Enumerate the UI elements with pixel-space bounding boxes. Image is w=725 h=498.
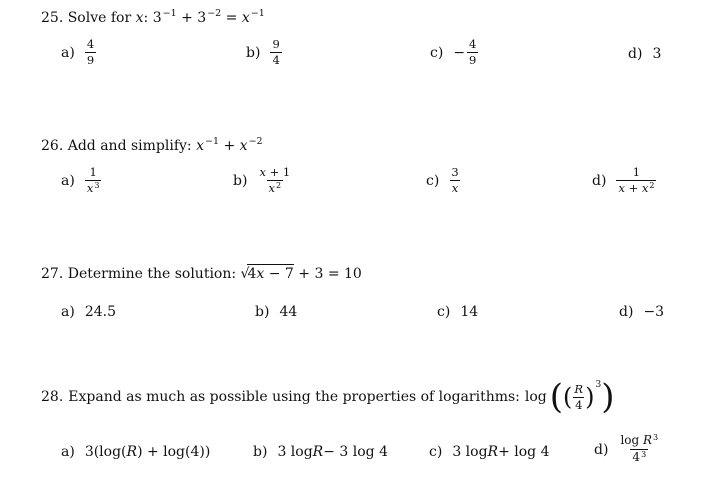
option-label: d): [594, 441, 609, 458]
variable: x: [618, 181, 625, 195]
question-number: 28.: [41, 389, 64, 405]
q27-option-b[interactable]: [255, 304, 297, 320]
variable: R: [126, 444, 138, 460]
denominator: 4: [575, 397, 583, 412]
variable: x: [256, 266, 265, 282]
variable: R: [487, 444, 499, 460]
exponent: 2: [276, 181, 282, 190]
q28-option-a[interactable]: [61, 444, 210, 460]
option-value: 14: [460, 304, 479, 320]
fraction: [270, 38, 281, 67]
exponent: −1: [162, 8, 177, 19]
question-25-stem: [41, 10, 265, 26]
option-label: c): [429, 444, 443, 460]
fraction: [85, 166, 102, 196]
exponent: −2: [207, 8, 222, 19]
denominator: 4: [272, 53, 280, 67]
option-label: a): [61, 173, 75, 189]
variable: R: [643, 433, 653, 447]
numerator: 1: [89, 165, 97, 179]
option-label: d): [619, 304, 634, 320]
option-value: 3: [652, 46, 662, 62]
math-term: − 3 log 4: [323, 444, 388, 460]
fraction: [85, 38, 96, 67]
numerator: 1: [632, 165, 641, 179]
q26-option-c[interactable]: [426, 166, 461, 195]
operator: +: [624, 181, 642, 195]
radical-sign: √: [240, 266, 250, 282]
option-value: −3: [643, 304, 665, 320]
denominator: [267, 180, 284, 196]
fraction: [257, 166, 292, 196]
q27-option-a[interactable]: [61, 304, 116, 320]
q28-option-b[interactable]: [253, 444, 388, 460]
math-term: 3: [152, 10, 162, 26]
question-number: 27.: [41, 266, 64, 282]
denominator: [85, 180, 102, 196]
option-label: b): [253, 444, 268, 460]
fraction: [467, 38, 478, 67]
question-number: 25.: [41, 10, 64, 26]
q25-option-b[interactable]: [246, 38, 282, 67]
q28-option-d[interactable]: [594, 434, 660, 465]
fraction: [618, 434, 660, 465]
option-value: 44: [279, 304, 298, 320]
colon: :: [143, 10, 149, 26]
option-label: c): [430, 44, 444, 61]
left-paren: (: [563, 383, 573, 411]
option-label: d): [628, 46, 643, 62]
variable: x: [196, 138, 204, 154]
exponent: 3: [595, 380, 602, 390]
option-label: d): [592, 173, 607, 189]
math-term: 4: [247, 266, 257, 282]
denominator: 9: [469, 53, 477, 67]
variable: x: [135, 10, 144, 26]
math-term: − 7: [264, 266, 294, 282]
denominator: [630, 449, 648, 465]
question-number: 26.: [41, 138, 64, 154]
q27-option-c[interactable]: [437, 304, 478, 320]
variable: x: [239, 138, 248, 154]
operator: +: [181, 10, 193, 26]
exponent: −1: [205, 136, 220, 147]
variable: x: [86, 181, 94, 195]
q25-option-a[interactable]: [61, 38, 96, 67]
numerator: [257, 166, 292, 180]
exponent: 2: [649, 181, 655, 190]
question-text: Solve for: [67, 10, 132, 26]
numerator: 4: [86, 37, 95, 51]
math-term: 3 log: [452, 444, 488, 460]
numerator: [618, 434, 660, 449]
denominator: x: [451, 181, 459, 195]
exponent: 3: [94, 181, 100, 190]
math-term: + 1: [265, 165, 291, 179]
option-label: a): [61, 44, 75, 61]
denominator: 9: [86, 53, 95, 67]
math-term: 3 log: [277, 444, 313, 460]
exponent: 3: [641, 450, 647, 459]
question-text: Expand as much as possible using the properties of logarithms:: [68, 389, 520, 405]
operator: +: [223, 138, 236, 154]
log-operator: log: [524, 389, 547, 405]
q26-option-b[interactable]: [233, 166, 292, 196]
option-label: a): [61, 444, 75, 460]
variable: x: [241, 10, 250, 26]
exponent: −2: [248, 136, 263, 147]
option-label: b): [255, 304, 270, 320]
numerator: 3: [451, 165, 459, 179]
question-26-stem: [41, 138, 263, 154]
fraction: [616, 166, 656, 196]
q26-option-a[interactable]: [61, 166, 101, 196]
exponent: −1: [250, 8, 265, 19]
option-label: c): [437, 304, 451, 320]
option-label: b): [246, 44, 261, 61]
math-term: 4: [632, 450, 641, 464]
q27-option-d[interactable]: [619, 304, 664, 320]
option-label: a): [61, 304, 75, 320]
variable: x: [641, 181, 649, 195]
log-operator: log: [620, 433, 643, 447]
option-value: 24.5: [84, 304, 116, 320]
option-label: c): [426, 172, 440, 189]
math-term: ) + log(4)): [137, 444, 211, 460]
variable: x: [268, 181, 276, 195]
right-paren: ): [585, 383, 595, 411]
q26-option-d[interactable]: [592, 166, 656, 196]
fraction: [449, 166, 460, 195]
fraction: [572, 383, 585, 412]
question-27-stem: [41, 266, 362, 282]
question-text: Add and simplify:: [67, 138, 192, 154]
numerator: R: [574, 381, 584, 396]
right-paren: ): [601, 377, 615, 417]
left-paren: (: [549, 377, 564, 417]
math-term: + 3 = 10: [293, 266, 362, 282]
q25-option-c[interactable]: [430, 38, 478, 67]
radicand: [247, 264, 293, 282]
variable: R: [312, 444, 324, 460]
math-term: + log 4: [498, 444, 550, 460]
numerator: 9: [272, 37, 280, 51]
minus-sign: −: [453, 44, 466, 61]
q25-option-d[interactable]: [628, 46, 661, 62]
exponent: 3: [653, 433, 659, 442]
variable: x: [259, 165, 266, 179]
math-term: 3(log(: [84, 444, 127, 460]
denominator: [616, 180, 656, 196]
q28-option-c[interactable]: [429, 444, 550, 460]
operator: =: [225, 10, 238, 26]
numerator: 4: [469, 37, 477, 51]
math-term: 3: [197, 10, 207, 26]
question-text: Determine the solution:: [67, 266, 237, 282]
question-28-stem: [41, 377, 615, 417]
option-label: b): [233, 173, 248, 189]
